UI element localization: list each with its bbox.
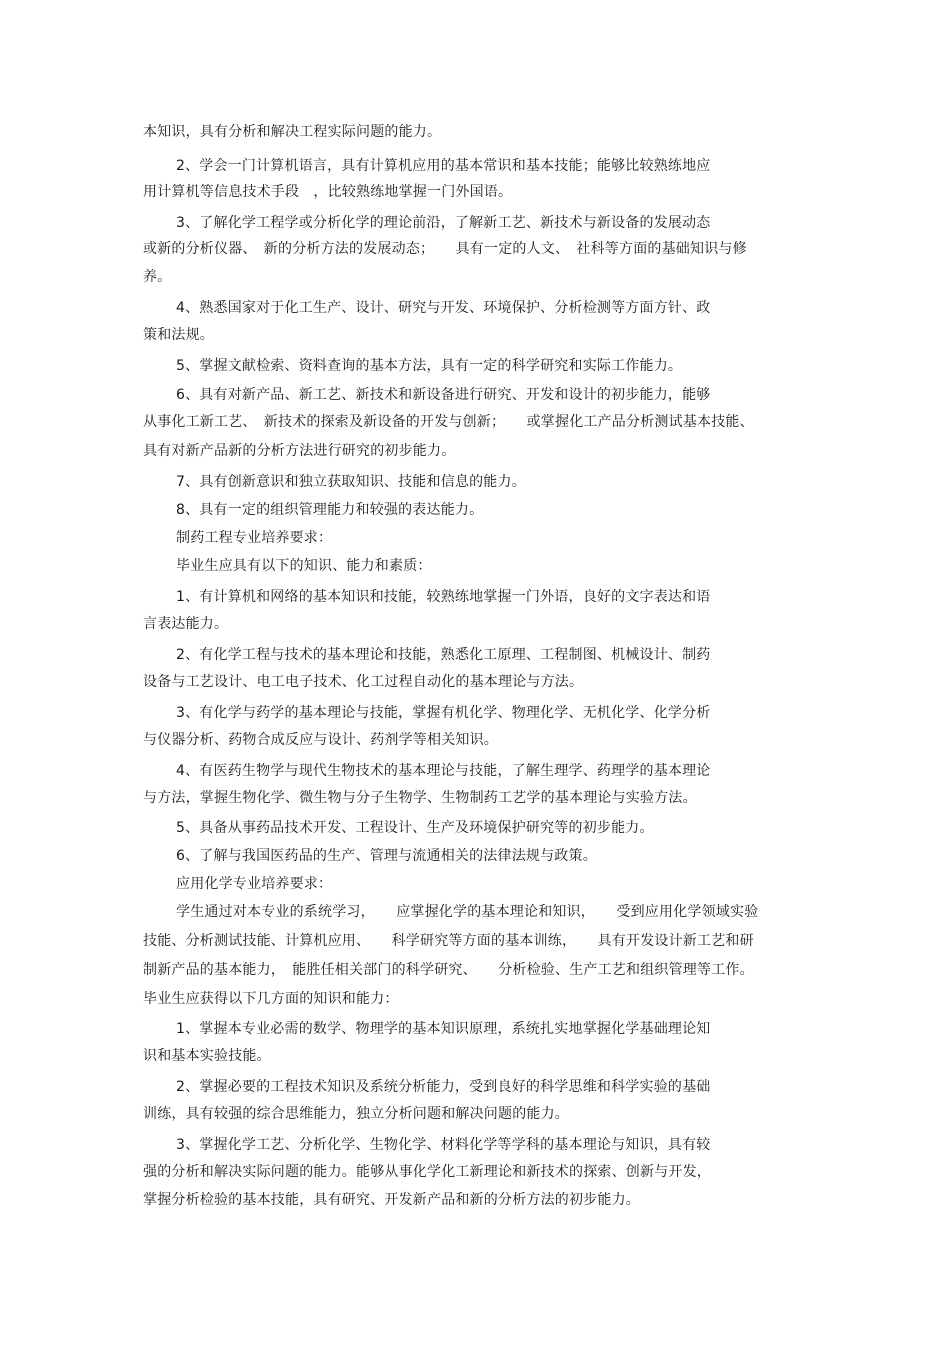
text-line: 策和法规。 <box>143 327 214 343</box>
section-heading: 应用化学专业培养要求： <box>176 876 333 892</box>
text-line: 2、有化学工程与技术的基本理论和技能，熟悉化工原理、工程制图、机械设计、制药 <box>176 647 711 663</box>
text-line: 强的分析和解决实际问题的能力。能够从事化学化工新理论和新技术的探索、创新与开发， <box>143 1164 711 1180</box>
text-line: 3、了解化学工程学或分析化学的理论前沿，了解新工艺、新技术与新设备的发展动态 <box>176 215 711 231</box>
text-line: 掌握分析检验的基本技能，具有研究、开发新产品和新的分析方法的初步能力。 <box>143 1192 640 1208</box>
text-line: 4、熟悉国家对于化工生产、设计、研究与开发、环境保护、分析检测等方面方针、政 <box>176 300 711 316</box>
text-line: 技能、分析测试技能、计算机应用、 科学研究等方面的基本训练， 具有开发设计新工艺和研 <box>143 933 754 949</box>
text-line: 与仪器分析、药物合成反应与设计、药剂学等相关知识。 <box>143 732 498 748</box>
text-line: 8、具有一定的组织管理能力和较强的表达能力。 <box>176 502 484 518</box>
section-heading: 制药工程专业培养要求： <box>176 530 333 546</box>
text-line: 5、掌握文献检索、资料查询的基本方法，具有一定的科学研究和实际工作能力。 <box>176 358 683 374</box>
text-line: 6、具有对新产品、新工艺、新技术和新设备进行研究、开发和设计的初步能力，能够 <box>176 387 711 403</box>
text-line: 1、有计算机和网络的基本知识和技能，较熟练地掌握一门外语，良好的文字表达和语 <box>176 589 711 605</box>
text-line: 7、具有创新意识和独立获取知识、技能和信息的能力。 <box>176 474 526 490</box>
text-line: 识和基本实验技能。 <box>143 1048 271 1064</box>
text-line: 制新产品的基本能力， 能胜任相关部门的科学研究、 分析检验、生产工艺和组织管理等工作。 <box>143 962 754 978</box>
text-line: 4、有医药生物学与现代生物技术的基本理论与技能，了解生理学、药理学的基本理论 <box>176 763 711 779</box>
text-line: 具有对新产品新的分析方法进行研究的初步能力。 <box>143 443 456 459</box>
text-line: 6、了解与我国医药品的生产、管理与流通相关的法律法规与政策。 <box>176 848 597 864</box>
text-line: 5、具备从事药品技术开发、工程设计、生产及环境保护研究等的初步能力。 <box>176 820 654 836</box>
text-line: 从事化工新工艺、 新技术的探索及新设备的开发与创新； 或掌握化工产品分析测试基本技能、 <box>143 414 754 430</box>
text-line: 言表达能力。 <box>143 616 229 632</box>
text-line: 3、掌握化学工艺、分析化学、生物化学、材料化学等学科的基本理论与知识，具有较 <box>176 1137 711 1153</box>
text-line: 养。 <box>143 269 172 285</box>
text-line: 2、掌握必要的工程技术知识及系统分析能力，受到良好的科学思维和科学实验的基础 <box>176 1079 711 1095</box>
text-line: 毕业生应具有以下的知识、能力和素质： <box>176 558 432 574</box>
text-line: 与方法，掌握生物化学、微生物与分子生物学、生物制药工艺学的基本理论与实验方法。 <box>143 790 697 806</box>
text-line: 学生通过对本专业的系统学习， 应掌握化学的基本理论和知识， 受到应用化学领域实验 <box>176 904 759 920</box>
text-line: 毕业生应获得以下几方面的知识和能力： <box>143 991 399 1007</box>
text-line: 训练，具有较强的综合思维能力，独立分析问题和解决问题的能力。 <box>143 1106 569 1122</box>
text-line: 1、掌握本专业必需的数学、物理学的基本知识原理，系统扎实地掌握化学基础理论知 <box>176 1021 711 1037</box>
text-line: 用计算机等信息技术手段 ，比较熟练地掌握一门外国语。 <box>143 184 513 200</box>
text-line: 3、有化学与药学的基本理论与技能，掌握有机化学、物理化学、无机化学、化学分析 <box>176 705 711 721</box>
text-line: 设备与工艺设计、电工电子技术、化工过程自动化的基本理论与方法。 <box>143 674 584 690</box>
text-line: 或新的分析仪器、 新的分析方法的发展动态； 具有一定的人文、 社科等方面的基础知识与修 <box>143 241 747 257</box>
text-line: 本知识，具有分析和解决工程实际问题的能力。 <box>143 124 442 140</box>
text-line: 2、学会一门计算机语言，具有计算机应用的基本常识和基本技能；能够比较熟练地应 <box>176 158 711 174</box>
